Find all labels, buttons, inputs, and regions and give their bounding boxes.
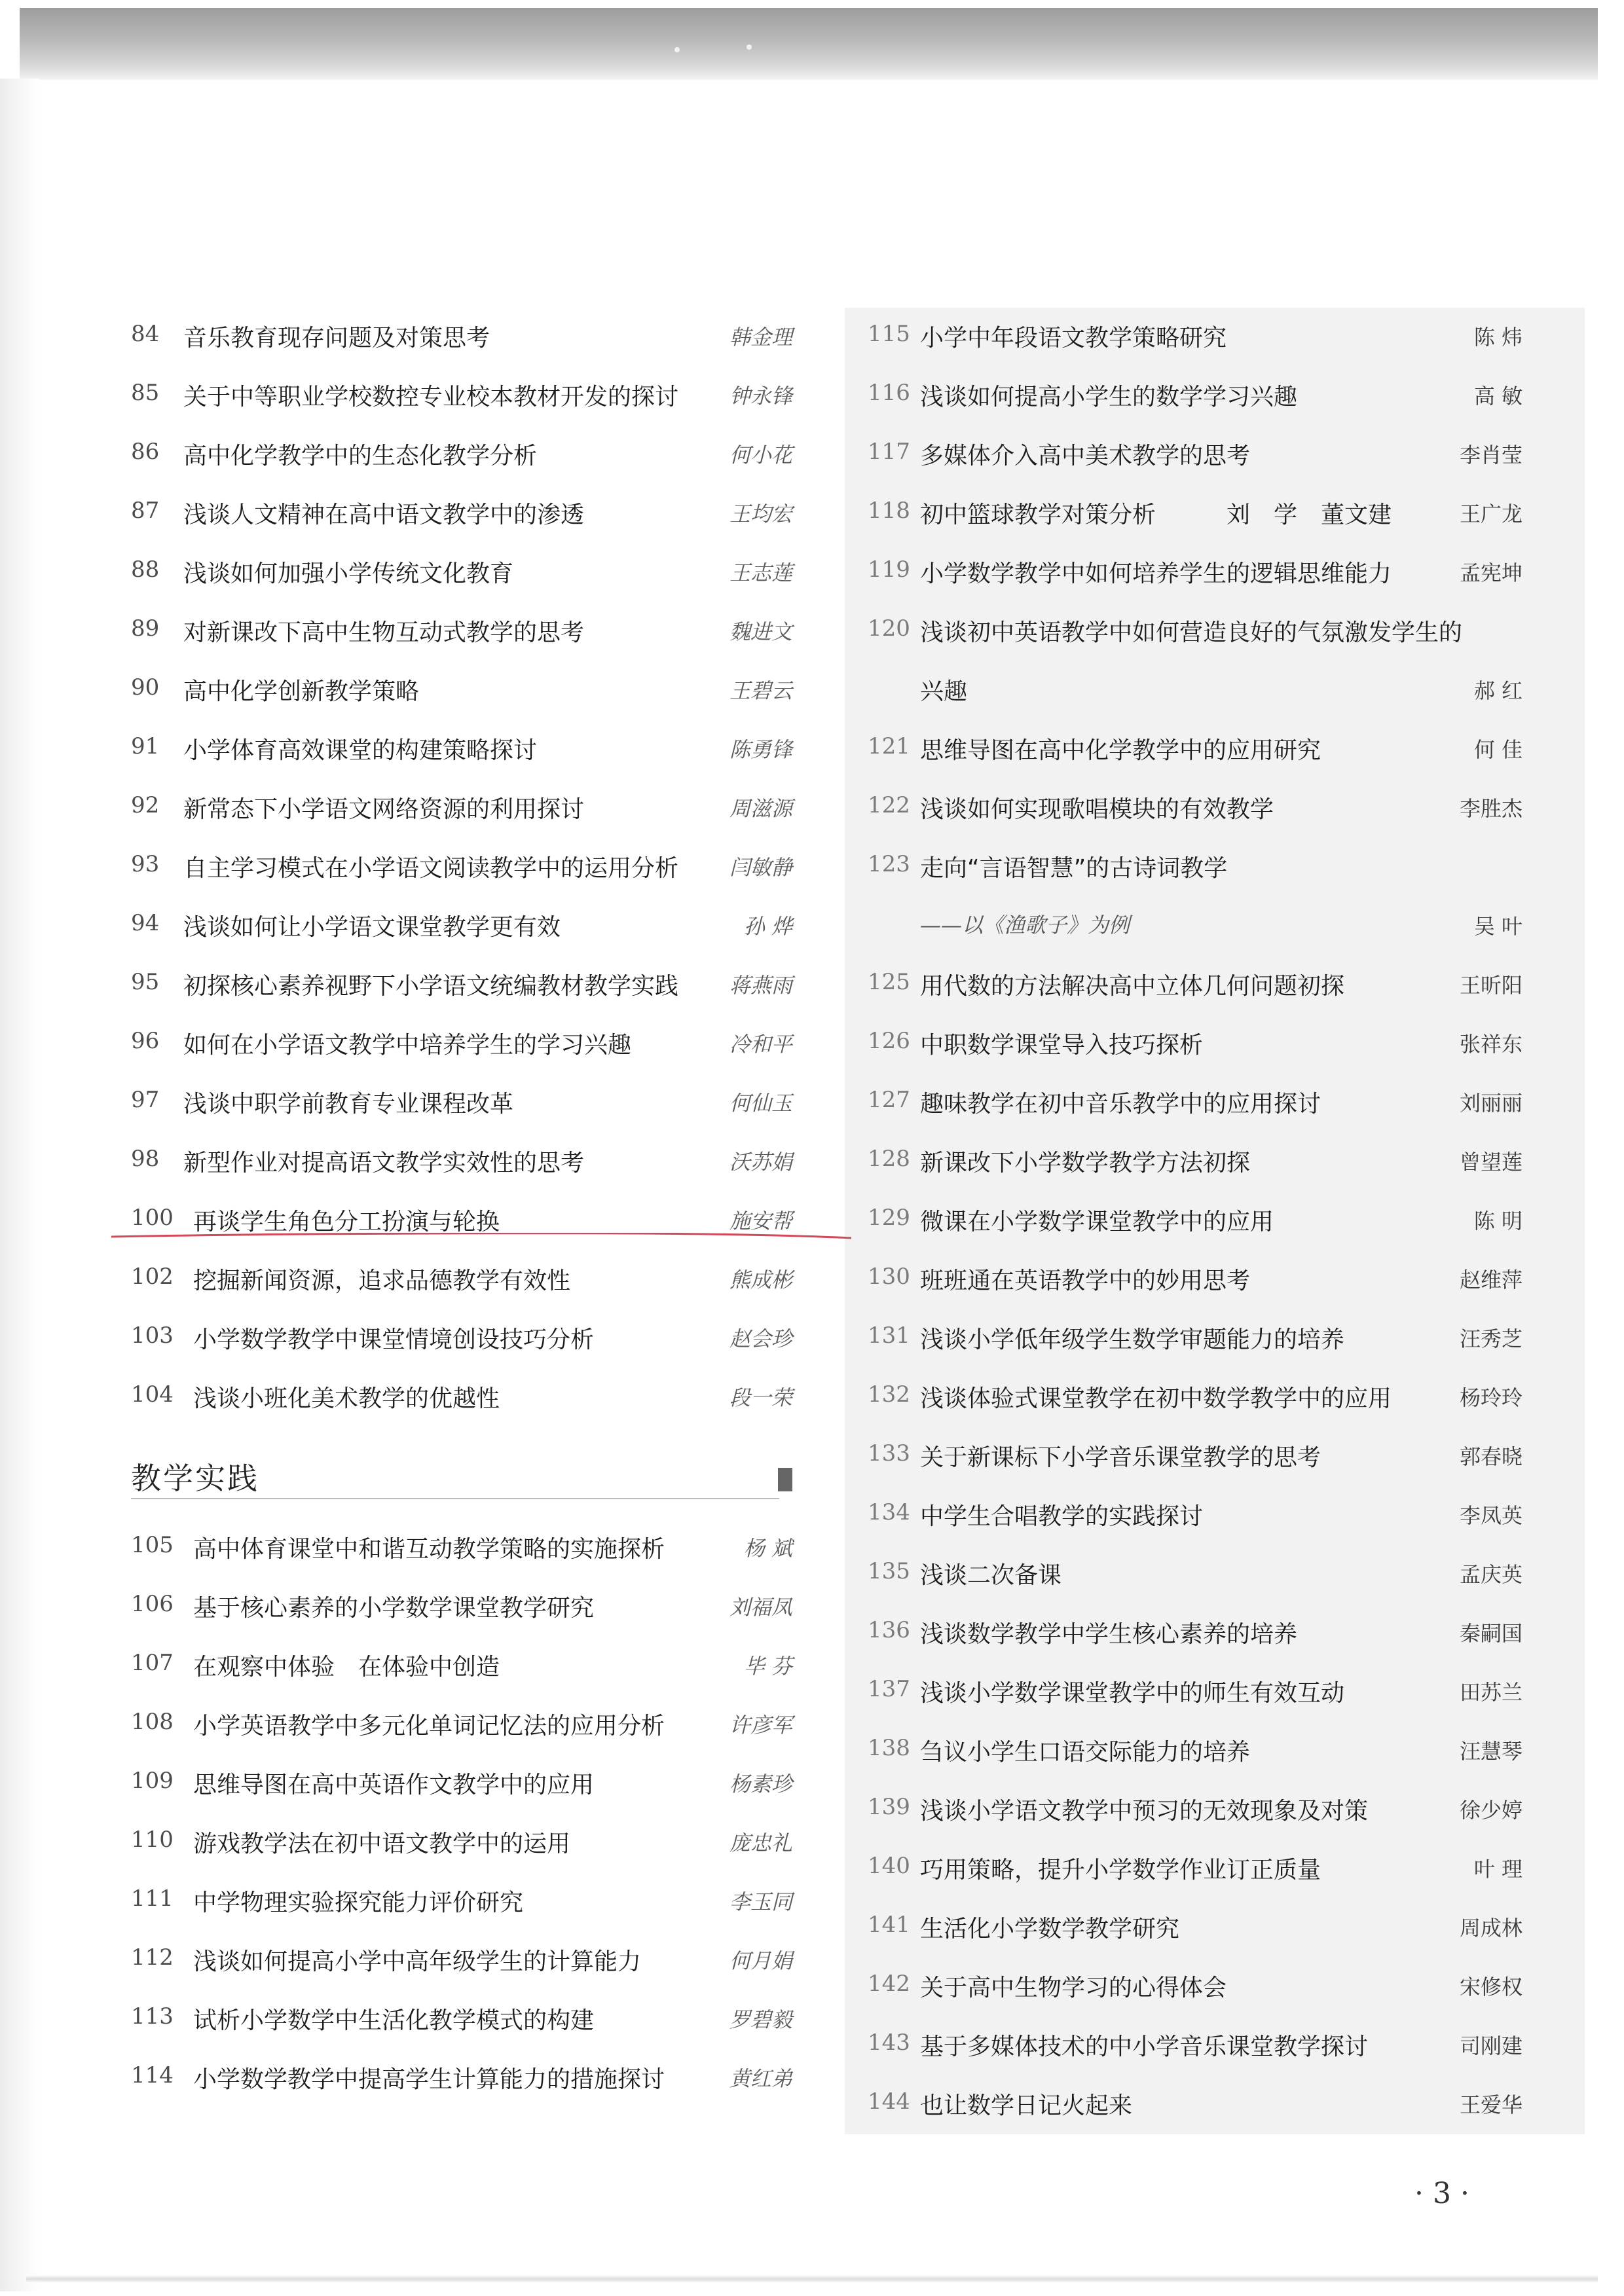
toc-entry xyxy=(861,1604,1522,1663)
entry-number: 121 xyxy=(868,733,910,759)
toc-entry xyxy=(124,1990,792,2049)
entry-number: 119 xyxy=(868,556,910,583)
toc-entry xyxy=(124,1133,792,1192)
entry-number: 141 xyxy=(868,1912,910,1938)
toc-entry xyxy=(861,602,1522,720)
entry-title: 高中化学教学中的生态化教学分析 xyxy=(183,443,538,469)
entry-author: 汪慧琴 xyxy=(1459,1739,1522,1764)
entry-author: 熊成彬 xyxy=(729,1267,792,1292)
entry-number: 130 xyxy=(868,1264,910,1290)
entry-number: 127 xyxy=(868,1087,910,1113)
entry-author: 李胜杰 xyxy=(1459,796,1522,821)
entry-title: 基于多媒体技术的中小学音乐课堂教学探讨 xyxy=(920,2033,1369,2060)
toc-entry xyxy=(861,1309,1522,1368)
entry-number: 120 xyxy=(868,615,910,642)
toc-entry xyxy=(861,1663,1522,1722)
toc-right-column xyxy=(861,308,1522,2134)
toc-entry xyxy=(861,1192,1522,1250)
entry-title: 自主学习模式在小学语文阅读教学中的运用分析 xyxy=(183,855,679,882)
entry-title: 初探核心素养视野下小学语文统编教材教学实践 xyxy=(183,973,679,1000)
entry-title: 浅谈如何加强小学传统文化教育 xyxy=(183,560,514,587)
toc-entry xyxy=(861,720,1522,779)
toc-entry xyxy=(124,426,792,484)
entry-title: 生活化小学数学教学研究 xyxy=(920,1916,1180,1942)
entry-number: 97 xyxy=(131,1087,160,1113)
toc-entry xyxy=(861,1250,1522,1309)
toc-entry xyxy=(124,2049,792,2108)
entry-number: 90 xyxy=(131,674,160,701)
entry-author: 何 佳 xyxy=(1473,737,1522,762)
entry-number: 94 xyxy=(131,910,160,936)
entry-author: 叶 理 xyxy=(1473,1857,1522,1882)
entry-author: 陈勇锋 xyxy=(729,737,792,762)
entry-author: 陈 明 xyxy=(1473,1209,1522,1233)
entry-author: 何小花 xyxy=(729,443,792,467)
entry-author: 施安帮 xyxy=(729,1209,792,1233)
toc-entry xyxy=(861,1722,1522,1781)
entry-title: 浅谈二次备课 xyxy=(920,1562,1062,1589)
entry-author: 周成林 xyxy=(1459,1916,1522,1941)
entry-title: 也让数学日记火起来 xyxy=(920,2092,1133,2119)
entry-author: 王均宏 xyxy=(729,501,792,526)
entry-title: 对新课改下高中生物互动式教学的思考 xyxy=(183,619,585,646)
entry-title: 走向“言语智慧”的古诗词教学 xyxy=(920,855,1228,882)
entry-number: 132 xyxy=(868,1381,910,1408)
toc-entry xyxy=(124,308,792,367)
toc-entry xyxy=(861,367,1522,426)
entry-number: 125 xyxy=(868,969,910,995)
toc-entry xyxy=(124,1015,792,1074)
entry-title: 浅谈体验式课堂教学在初中数学教学中的应用 xyxy=(920,1385,1392,1412)
entry-number: 126 xyxy=(868,1028,910,1054)
entry-author: 许彦军 xyxy=(729,1713,792,1738)
entry-number: 106 xyxy=(131,1591,174,1617)
entry-author: 赵会珍 xyxy=(729,1326,792,1351)
toc-entry xyxy=(861,1133,1522,1192)
entry-number: 139 xyxy=(868,1794,910,1820)
toc-entry xyxy=(861,956,1522,1015)
toc-right-list xyxy=(861,308,1522,2134)
entry-title: 浅谈小学低年级学生数学审题能力的培养 xyxy=(920,1326,1345,1353)
entry-author: 秦嗣国 xyxy=(1459,1621,1522,1646)
entry-title: 游戏教学法在初中语文教学中的运用 xyxy=(193,1831,571,1857)
page-number: · 3 · xyxy=(1414,2177,1469,2210)
entry-subtitle: ——以《渔歌子》为例 xyxy=(920,913,1130,938)
entry-number: 91 xyxy=(131,733,160,759)
entry-author: 闫敏静 xyxy=(729,855,792,880)
entry-number: 138 xyxy=(868,1735,910,1761)
section-rule xyxy=(131,1498,779,1499)
entry-author: 宋修权 xyxy=(1459,1975,1522,1999)
entry-title: 如何在小学语文教学中培养学生的学习兴趣 xyxy=(183,1032,632,1059)
toc-entry xyxy=(124,1192,792,1250)
entry-author: 杨玲玲 xyxy=(1459,1385,1522,1410)
toc-entry xyxy=(124,1813,792,1872)
entry-title: 刍议小学生口语交际能力的培养 xyxy=(920,1739,1251,1766)
entry-author: 周滋源 xyxy=(729,796,792,821)
entry-number: 110 xyxy=(131,1827,174,1853)
toc-entry xyxy=(124,1755,792,1813)
entry-title-continued: 兴趣 xyxy=(920,678,968,705)
entry-author: 刘福凤 xyxy=(729,1595,792,1620)
entry-title: 浅谈数学教学中学生核心素养的培养 xyxy=(920,1621,1298,1648)
entry-number: 142 xyxy=(868,1971,910,1997)
toc-entry xyxy=(124,602,792,661)
entry-number: 134 xyxy=(868,1499,910,1525)
entry-title: 小学数学教学中如何培养学生的逻辑思维能力 xyxy=(920,560,1392,587)
entry-number: 118 xyxy=(868,498,910,524)
entry-title: 用代数的方法解决高中立体几何问题初探 xyxy=(920,973,1345,1000)
entry-title: 中学生合唱教学的实践探讨 xyxy=(920,1503,1204,1530)
toc-entry xyxy=(861,838,1522,956)
scan-edge-left xyxy=(0,79,39,2291)
entry-author: 李凤英 xyxy=(1459,1503,1522,1528)
toc-entry xyxy=(861,1545,1522,1604)
toc-entry xyxy=(861,1427,1522,1486)
toc-left-list xyxy=(124,308,792,1427)
entry-author: 孟庆英 xyxy=(1459,1562,1522,1587)
entry-author: 钟永锋 xyxy=(729,384,792,409)
toc-entry xyxy=(861,2016,1522,2075)
toc-entry xyxy=(861,426,1522,484)
toc-entry xyxy=(861,1899,1522,1958)
entry-author: 庞忠礼 xyxy=(729,1831,792,1855)
entry-number: 108 xyxy=(131,1709,174,1735)
toc-entry xyxy=(124,779,792,838)
entry-number: 88 xyxy=(131,556,160,583)
entry-author: 何月娟 xyxy=(729,1948,792,1973)
entry-author: 刘丽丽 xyxy=(1459,1091,1522,1116)
entry-title: 高中体育课堂中和谐互动教学策略的实施探析 xyxy=(193,1536,665,1563)
entry-number: 136 xyxy=(868,1617,910,1643)
entry-author: 王碧云 xyxy=(729,678,792,703)
entry-number: 95 xyxy=(131,969,160,995)
entry-title: 关于中等职业学校数控专业校本教材开发的探讨 xyxy=(183,384,679,410)
entry-author: 汪秀芝 xyxy=(1459,1326,1522,1351)
entry-author: 吴 叶 xyxy=(1473,914,1522,939)
entry-author: 段一荣 xyxy=(729,1385,792,1410)
entry-author: 冷和平 xyxy=(729,1032,792,1057)
entry-title: 趣味教学在初中音乐教学中的应用探讨 xyxy=(920,1091,1321,1118)
entry-author: 王志莲 xyxy=(729,560,792,585)
entry-title: 高中化学创新教学策略 xyxy=(183,678,420,705)
toc-entry xyxy=(124,1872,792,1931)
entry-number: 105 xyxy=(131,1532,174,1558)
entry-number: 96 xyxy=(131,1028,160,1054)
toc-entry xyxy=(124,1368,792,1427)
entry-title: 基于核心素养的小学数学课堂教学研究 xyxy=(193,1595,595,1622)
red-underline-annotation xyxy=(111,1233,851,1239)
entry-author: 孙 烨 xyxy=(743,914,792,939)
scan-edge-bottom xyxy=(26,2275,1598,2283)
entry-title: 小学数学教学中课堂情境创设技巧分析 xyxy=(193,1326,595,1353)
entry-number: 93 xyxy=(131,851,160,877)
entry-number: 116 xyxy=(868,380,910,406)
entry-number: 129 xyxy=(868,1205,910,1231)
entry-title: 浅谈人文精神在高中语文教学中的渗透 xyxy=(183,501,585,528)
entry-author: 沃苏娟 xyxy=(729,1150,792,1175)
toc-entry xyxy=(124,1250,792,1309)
entry-number: 112 xyxy=(131,1944,174,1971)
entry-number: 109 xyxy=(131,1768,174,1794)
entry-author: 何仙玉 xyxy=(729,1091,792,1116)
entry-number: 128 xyxy=(868,1146,910,1172)
entry-number: 131 xyxy=(868,1322,910,1349)
entry-author: 韩金理 xyxy=(729,325,792,350)
toc-entry xyxy=(861,2075,1522,2134)
entry-author: 黄红弟 xyxy=(729,2066,792,2091)
entry-number: 122 xyxy=(868,792,910,818)
entry-number: 135 xyxy=(868,1558,910,1584)
entry-author: 毕 芬 xyxy=(743,1654,792,1679)
toc-entry xyxy=(861,484,1522,543)
entry-number: 111 xyxy=(131,1886,174,1912)
entry-title: 再谈学生角色分工扮演与轮换 xyxy=(193,1209,500,1235)
entry-title: 浅谈初中英语教学中如何营造良好的气氛激发学生的 xyxy=(920,619,1463,646)
entry-title: 浅谈小班化美术教学的优越性 xyxy=(193,1385,500,1412)
entry-author: 李肖莹 xyxy=(1459,443,1522,467)
entry-author: 郝 红 xyxy=(1473,678,1522,703)
entry-title: 初中篮球教学对策分析 刘 学 董文建 xyxy=(920,501,1392,528)
toc-entry xyxy=(861,1015,1522,1074)
entry-number: 140 xyxy=(868,1853,910,1879)
toc-entry xyxy=(124,543,792,602)
toc-entry xyxy=(124,1519,792,1578)
entry-number: 143 xyxy=(868,2030,910,2056)
toc-entry xyxy=(124,367,792,426)
entry-title: 多媒体介入高中美术教学的思考 xyxy=(920,443,1251,469)
toc-entry xyxy=(124,484,792,543)
entry-author: 张祥东 xyxy=(1459,1032,1522,1057)
entry-number: 92 xyxy=(131,792,160,818)
entry-title: 关于高中生物学习的心得体会 xyxy=(920,1975,1227,2001)
entry-title: 浅谈如何提高小学中高年级学生的计算能力 xyxy=(193,1948,642,1975)
toc-entry xyxy=(861,1486,1522,1545)
entry-title: 新常态下小学语文网络资源的利用探讨 xyxy=(183,796,585,823)
toc-entry xyxy=(124,956,792,1015)
entry-title: 关于新课标下小学音乐课堂教学的思考 xyxy=(920,1444,1321,1471)
entry-number: 85 xyxy=(131,380,160,406)
entry-author: 杨 斌 xyxy=(743,1536,792,1561)
entry-author: 司刚建 xyxy=(1459,2033,1522,2058)
entry-number: 115 xyxy=(868,321,910,347)
entry-title: 浅谈如何提高小学生的数学学习兴趣 xyxy=(920,384,1298,410)
entry-number: 100 xyxy=(131,1205,174,1231)
section-title: 教学实践 xyxy=(131,1461,259,1496)
entry-author: 罗碧毅 xyxy=(729,2007,792,2032)
entry-number: 89 xyxy=(131,615,160,642)
entry-author: 蒋燕雨 xyxy=(729,973,792,998)
toc-entry xyxy=(124,897,792,956)
entry-author: 赵维萍 xyxy=(1459,1267,1522,1292)
entry-author: 徐少婷 xyxy=(1459,1798,1522,1823)
section-header xyxy=(124,1427,792,1519)
entry-author: 魏进文 xyxy=(729,619,792,644)
toc-entry xyxy=(861,1781,1522,1840)
entry-number: 98 xyxy=(131,1146,160,1172)
entry-author: 田苏兰 xyxy=(1459,1680,1522,1705)
toc-entry xyxy=(861,779,1522,838)
entry-title: 浅谈如何实现歌唱模块的有效教学 xyxy=(920,796,1274,823)
entry-title: 试析小学数学中生活化教学模式的构建 xyxy=(193,2007,595,2034)
entry-title: 浅谈小学语文教学中预习的无效现象及对策 xyxy=(920,1798,1369,1825)
toc-entry xyxy=(124,1696,792,1755)
scan-speck xyxy=(747,45,752,50)
entry-number: 103 xyxy=(131,1322,174,1349)
toc-entry xyxy=(124,838,792,897)
entry-number: 107 xyxy=(131,1650,174,1676)
entry-title: 小学中年段语文教学策略研究 xyxy=(920,325,1227,352)
entry-author: 孟宪坤 xyxy=(1459,560,1522,585)
entry-title: 在观察中体验 在体验中创造 xyxy=(193,1654,500,1681)
entry-title: 巧用策略，提升小学数学作业订正质量 xyxy=(920,1857,1321,1884)
toc-left-column xyxy=(124,308,792,2108)
toc-entry xyxy=(861,1958,1522,2016)
entry-title: 小学数学教学中提高学生计算能力的措施探讨 xyxy=(193,2066,665,2093)
entry-author: 曾望莲 xyxy=(1459,1150,1522,1175)
entry-author: 高 敏 xyxy=(1473,384,1522,409)
entry-author: 陈 炜 xyxy=(1473,325,1522,350)
entry-title: 小学英语教学中多元化单词记忆法的应用分析 xyxy=(193,1713,665,1740)
entry-number: 123 xyxy=(868,851,910,877)
entry-author: 郭春晓 xyxy=(1459,1444,1522,1469)
entry-title: 音乐教育现存问题及对策思考 xyxy=(183,325,490,352)
entry-title: 思维导图在高中化学教学中的应用研究 xyxy=(920,737,1321,764)
entry-author: 王爱华 xyxy=(1459,2092,1522,2117)
entry-title: 中职数学课堂导入技巧探析 xyxy=(920,1032,1204,1059)
entry-title: 小学体育高效课堂的构建策略探讨 xyxy=(183,737,538,764)
entry-number: 104 xyxy=(131,1381,174,1408)
entry-title: 思维导图在高中英语作文教学中的应用 xyxy=(193,1772,595,1798)
entry-author: 杨素珍 xyxy=(729,1772,792,1796)
entry-number: 113 xyxy=(131,2003,174,2030)
toc-entry xyxy=(124,661,792,720)
entry-number: 137 xyxy=(868,1676,910,1702)
toc-entry xyxy=(861,308,1522,367)
section-marker xyxy=(778,1468,792,1491)
entry-number: 102 xyxy=(131,1264,174,1290)
entry-number: 86 xyxy=(131,439,160,465)
toc-entry xyxy=(861,1368,1522,1427)
entry-number: 144 xyxy=(868,2088,910,2115)
entry-title: 新课改下小学数学教学方法初探 xyxy=(920,1150,1251,1176)
toc-entry xyxy=(861,1074,1522,1133)
entry-title: 中学物理实验探究能力评价研究 xyxy=(193,1889,524,1916)
entry-number: 84 xyxy=(131,321,160,347)
entry-title: 微课在小学数学课堂教学中的应用 xyxy=(920,1209,1274,1235)
scan-edge-top xyxy=(20,8,1598,80)
scan-speck xyxy=(674,47,680,52)
entry-author: 李玉同 xyxy=(729,1889,792,1914)
entry-author: 王昕阳 xyxy=(1459,973,1522,998)
toc-entry xyxy=(124,720,792,779)
entry-number: 117 xyxy=(868,439,910,465)
toc-entry xyxy=(124,1578,792,1637)
entry-number: 133 xyxy=(868,1440,910,1467)
entry-author: 王广龙 xyxy=(1459,501,1522,526)
entry-title: 挖掘新闻资源，追求品德教学有效性 xyxy=(193,1267,571,1294)
entry-number: 114 xyxy=(131,2062,174,2088)
toc-entry xyxy=(124,1637,792,1696)
toc-entry xyxy=(124,1309,792,1368)
toc-entry xyxy=(124,1074,792,1133)
toc-entry xyxy=(124,1931,792,1990)
entry-number: 87 xyxy=(131,498,160,524)
entry-title: 新型作业对提高语文教学实效性的思考 xyxy=(183,1150,585,1176)
toc-left-list-practice xyxy=(124,1519,792,2108)
toc-entry xyxy=(861,1840,1522,1899)
entry-title: 浅谈小学数学课堂教学中的师生有效互动 xyxy=(920,1680,1345,1707)
entry-title: 浅谈如何让小学语文课堂教学更有效 xyxy=(183,914,561,941)
toc-entry xyxy=(861,543,1522,602)
entry-title: 浅谈中职学前教育专业课程改革 xyxy=(183,1091,514,1118)
entry-title: 班班通在英语教学中的妙用思考 xyxy=(920,1267,1251,1294)
